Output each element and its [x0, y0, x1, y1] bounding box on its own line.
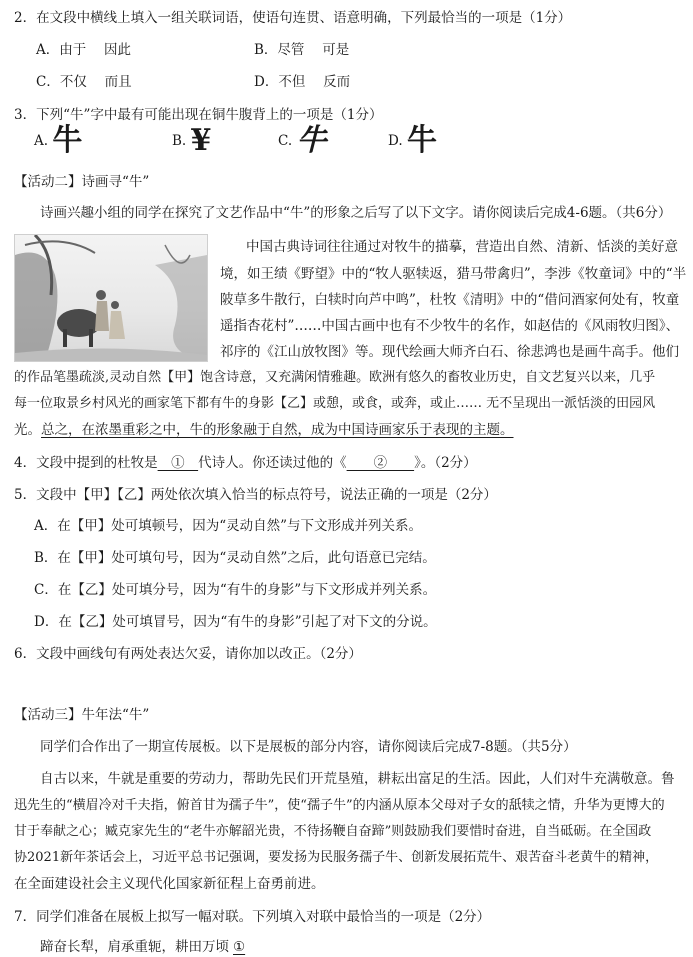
q3-option-c-label: C.	[278, 133, 293, 149]
activity3-intro: 同学们合作出了一期宣传展板。以下是展板的部分内容，请你阅读后完成7-8题。（共5分）	[40, 739, 577, 755]
q5-stem: 5．文段中【甲】【乙】两处依次填入恰当的标点符号，说法正确的一项是（2分）	[14, 487, 497, 503]
q7-couplet-text: 蹄奋长犁，肩承重轭，耕田万顷	[40, 939, 229, 955]
activity2-intro: 诗画兴趣小组的同学在探究了文艺作品中“牛”的形象之后写了以下文字。请你阅读后完成4-6题。（共6分）	[40, 205, 672, 221]
q4-blank-2: ②	[346, 455, 415, 471]
q4-mid: 代诗人。你还读过他的《	[198, 455, 347, 471]
activity3-line-5: 在全面建设社会主义现代化国家新征程上奋勇前进。	[14, 876, 325, 892]
q6-stem: 6．文段中画线句有两处表达欠妥，请你加以改正。（2分）	[14, 646, 362, 662]
q5-option-a: A．在【甲】处可填顿号，因为“灵动自然”与下文形成并列关系。	[34, 518, 423, 534]
q2-option-c: C．不仅 而且	[36, 74, 132, 90]
q3-stem: 3．下列“牛”字中最有可能出现在铜牛腹背上的一项是（1分）	[14, 107, 383, 123]
q3-option-a-label: A.	[34, 133, 49, 149]
activity2-wrap-line-4: 遥指杏花村”……中国古画中也有不少牧牛的名作，如赵佶的《风雨牧归图》、	[220, 318, 680, 334]
q2-option-a: A．由于 因此	[36, 42, 132, 58]
activity3-line-4: 协2021新年茶话会上，习近平总书记强调，要发扬为民服务孺子牛、创新发展拓荒牛、艰苦奋斗老黄牛的精神，	[14, 850, 659, 865]
underlined-sentence: 总之，在浓墨重彩之中，牛的形象融于自然，成为中国诗画家乐于表现的主题。	[41, 422, 514, 438]
q3-option-d	[388, 123, 437, 158]
q7-blank: ①	[233, 939, 246, 955]
q3-option-a	[34, 123, 83, 158]
q2-stem: 2．在文段中横线上填入一组关联词语，使语句连贯、语意明确，下列最恰当的一项是（1分）	[14, 10, 572, 26]
q2-option-d: D．不但 反而	[254, 74, 351, 90]
activity2-wrap-line-5: 祁序的《江山放牧图》等。现代绘画大师齐白石、徐悲鸿也是画牛高手。他们	[220, 344, 679, 360]
ox-glyph-b: ¥	[190, 123, 212, 158]
q5-option-d: D．在【乙】处可填冒号，因为“有牛的身影”引起了对下文的分说。	[34, 614, 437, 630]
ox-glyph-a: 牛	[52, 123, 83, 158]
activity2-last-line	[14, 418, 514, 438]
activity2-last-plain: 光。	[14, 422, 41, 438]
q3-option-b	[172, 123, 212, 158]
activity2-wrap-line-1: 中国古典诗词往往通过对牧牛的描摹，营造出自然、清新、恬淡的美好意	[246, 239, 678, 255]
painting-drawing-icon	[15, 235, 207, 361]
q4-post: 》。（2分）	[414, 455, 477, 471]
q5-option-c: C．在【乙】处可填分号，因为“有牛的身影”与下文形成并列关系。	[34, 582, 437, 598]
q2-option-b: B．尽管 可是	[254, 42, 350, 58]
q3-option-b-label: B.	[172, 133, 187, 149]
q4-stem	[14, 451, 477, 471]
q7-couplet	[40, 935, 245, 955]
q7-stem: 7．同学们准备在展板上拟写一幅对联。下列填入对联中最恰当的一项是（2分）	[14, 909, 491, 925]
activity2-wrap-line-2: 境，如王绩《野望》中的“牧人驱犊返，猎马带禽归”，李涉《牧童词》中的“半	[220, 266, 687, 282]
activity3-line-1: 自古以来，牛就是重要的劳动力，帮助先民们开荒垦殖，耕耘出富足的生活。因此，人们对牛充满敬意。鲁	[40, 771, 675, 787]
activity3-line-2: 迅先生的“横眉冷对千夫指，俯首甘为孺子牛”，使“孺子牛”的内涵从原本父母对子女的舐犊之情，升华为更博大的	[14, 798, 665, 813]
activity3-line-3: 甘于奉献之心；臧克家先生的“老牛亦解韶光贵，不待扬鞭自奋蹄”则鼓励我们要惜时奋进，自当砥砺。在全国政	[14, 824, 652, 839]
ox-glyph-c: 牛	[296, 123, 327, 158]
activity2-full-line-2: 每一位取景乡村风光的画家笔下都有牛的身影【乙】或憩，或食，或奔，或止…… 无不呈现出一派恬淡的田园风	[14, 396, 656, 411]
q3-option-c	[278, 123, 327, 158]
activity3-heading: 【活动三】牛年法“牛”	[14, 707, 150, 723]
q4-pre: 4．文段中提到的杜牧是	[14, 455, 158, 471]
ox-glyph-d: 牛	[406, 123, 437, 158]
q5-option-b: B．在【甲】处可填句号，因为“灵动自然”之后，此句语意已完结。	[34, 550, 436, 566]
herding-painting-image	[14, 234, 208, 362]
q3-option-d-label: D.	[388, 133, 403, 149]
activity2-wrap-line-3: 陂草多牛散行，白犊时向芦中鸣”，杜牧《清明》中的“借问酒家何处有，牧童	[220, 292, 680, 308]
activity2-full-line-1: 的作品笔墨疏淡,灵动自然【甲】饱含诗意，又充满闲情雅趣。欧洲有悠久的畜牧业历史，自文艺复兴以来，几乎	[14, 370, 656, 385]
activity2-heading: 【活动二】诗画寻“牛”	[14, 174, 150, 190]
q4-blank-1: ①	[157, 455, 199, 471]
